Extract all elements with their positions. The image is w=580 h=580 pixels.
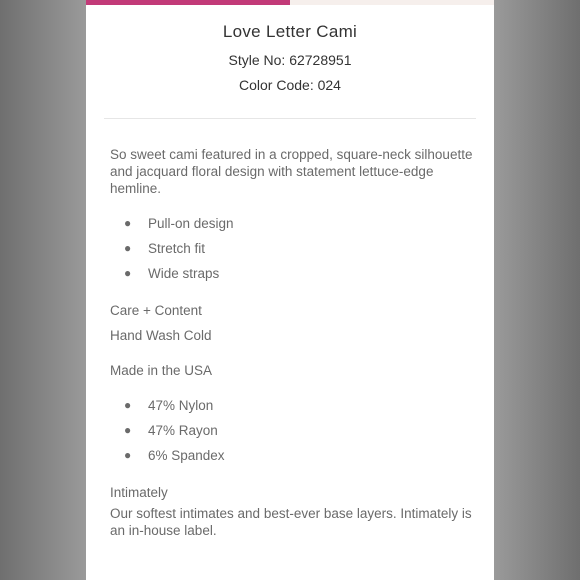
- product-details: [110, 146, 480, 539]
- bullet-icon: ●: [124, 423, 132, 437]
- list-item: [110, 418, 480, 443]
- feature-label: Pull-on design: [148, 216, 234, 231]
- background-right: [494, 0, 580, 580]
- care-heading: Care + Content: [110, 303, 202, 318]
- progress-fill: [86, 0, 290, 5]
- materials-list: [110, 393, 480, 468]
- country-of-origin: Made in the USA: [110, 363, 213, 378]
- list-item: [110, 236, 480, 261]
- header-divider: [104, 118, 476, 119]
- material-label: 47% Nylon: [148, 398, 214, 413]
- feature-list: [110, 211, 480, 286]
- product-description: So sweet cami featured in a cropped, square-neck silhouette and jacquard floral design with statement lettuce-edge hemline.: [110, 147, 473, 196]
- feature-label: Stretch fit: [148, 241, 206, 256]
- list-item: [110, 443, 480, 468]
- brand-heading: Intimately: [110, 485, 168, 500]
- care-instructions: Hand Wash Cold: [110, 328, 212, 343]
- material-label: 6% Spandex: [148, 448, 225, 463]
- color-code: Color Code: 024: [239, 77, 341, 93]
- list-item: [110, 211, 480, 236]
- feature-label: Wide straps: [148, 266, 220, 281]
- bullet-icon: ●: [124, 448, 132, 462]
- list-item: [110, 261, 480, 286]
- bullet-icon: ●: [124, 266, 132, 280]
- bullet-icon: ●: [124, 241, 132, 255]
- product-detail-panel: [86, 0, 494, 580]
- background-left: [0, 0, 86, 580]
- product-header: [86, 22, 494, 101]
- bullet-icon: ●: [124, 216, 132, 230]
- bullet-icon: ●: [124, 398, 132, 412]
- product-title: Love Letter Cami: [222, 22, 358, 41]
- brand-description: Our softest intimates and best-ever base layers. Intimately is an in-house label.: [110, 506, 472, 538]
- progress-track: [86, 0, 494, 5]
- list-item: [110, 393, 480, 418]
- material-label: 47% Rayon: [148, 423, 218, 438]
- style-number: Style No: 62728951: [228, 52, 352, 68]
